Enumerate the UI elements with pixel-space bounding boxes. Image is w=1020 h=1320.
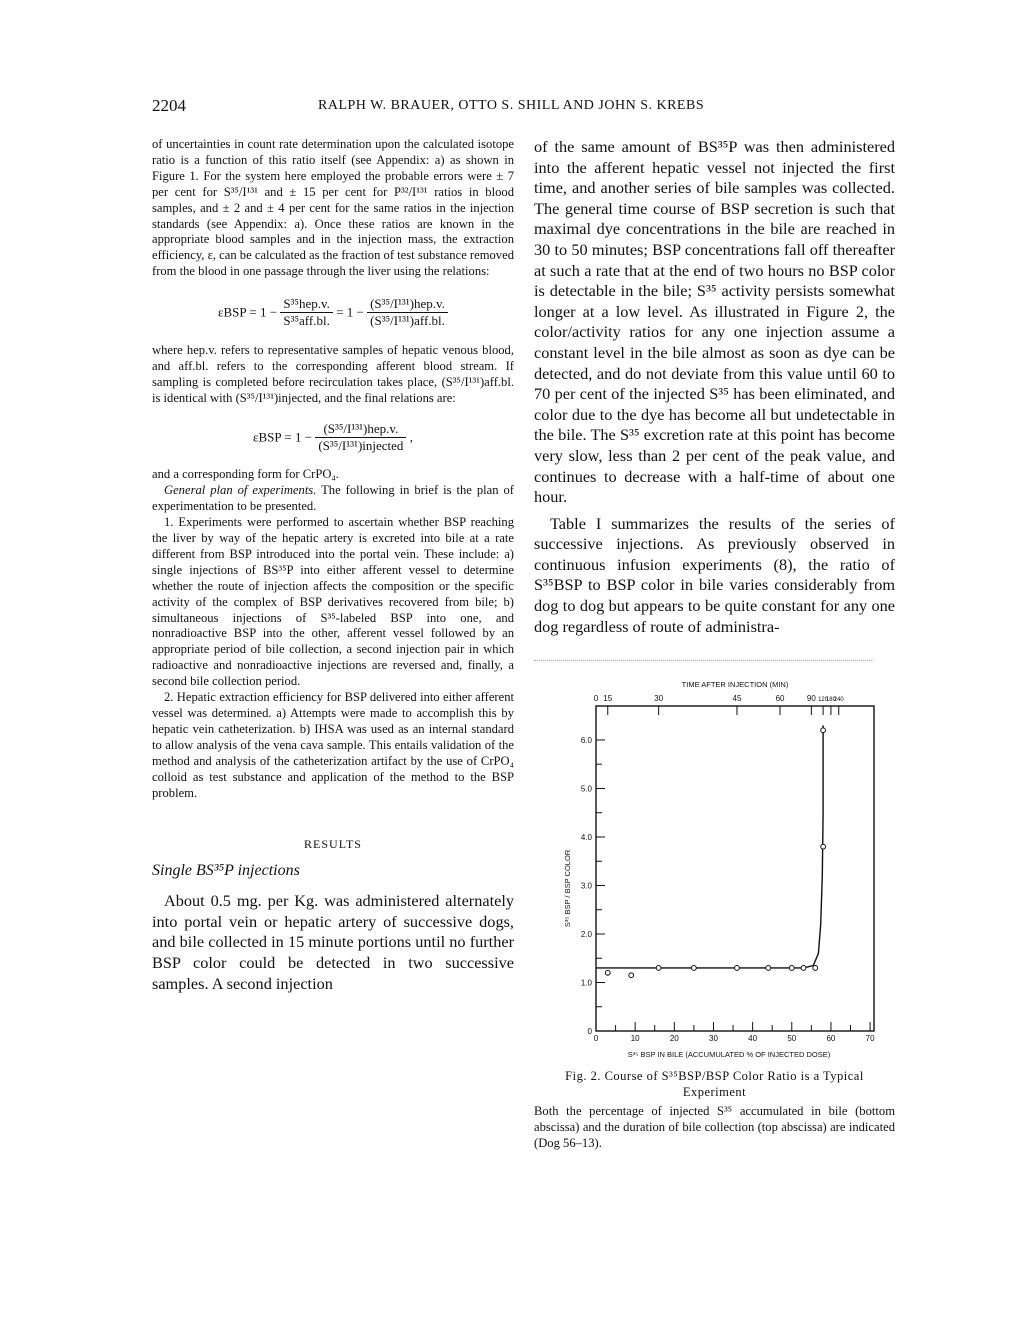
top-tick-label: 240 — [833, 697, 844, 703]
data-point — [801, 966, 806, 971]
paragraph: and a corresponding form for CrPO₄. — [152, 467, 339, 482]
x-tick-label: 70 — [865, 1034, 875, 1043]
data-point — [821, 728, 826, 733]
x-tick-label: 30 — [709, 1034, 718, 1043]
x-tick-label: 40 — [748, 1034, 758, 1043]
top-tick-label: 0 — [593, 694, 599, 703]
data-point — [629, 973, 634, 978]
top-tick-label: 15 — [603, 694, 613, 703]
x-axis-label: S³⁵ BSP IN BILE (ACCUMULATED % OF INJECTED DOSE) — [627, 1050, 831, 1059]
top-tick-label: 60 — [775, 694, 785, 703]
left-column — [152, 137, 514, 994]
top-tick-label: 45 — [732, 694, 742, 703]
divider — [534, 660, 874, 661]
data-point — [766, 966, 771, 971]
x-tick-label: 60 — [826, 1034, 836, 1043]
y-tick-label: 1.0 — [580, 978, 592, 988]
running-title: RALPH W. BRAUER, OTTO S. SHILL AND JOHN S. KREBS — [318, 98, 705, 113]
x-tick-label: 10 — [630, 1034, 640, 1043]
top-axis-label: TIME AFTER INJECTION (MIN) — [681, 680, 789, 689]
extraction-formula-2: εBSP = 1 − $\frac{\text{(S³⁵/I¹³¹)hep.v.}}{\text{(S³⁵/I¹³¹)injected}}$ , — [253, 420, 413, 453]
paragraph: About 0.5 mg. per Kg. was administered alternately into portal vein or hepatic artery of successive dogs, and bile collected in 15 minute portions until no further BSP color could be detected in two successive samples. A second injection — [152, 891, 514, 993]
plan-label: General plan of experiments. — [164, 483, 317, 498]
paragraph: of the same amount of BS³⁵P was then administered into the afferent hepatic vessel not injected the first time, and another series of bile samples was collected. The general time course of BSP secretion is such that maximal dye concentrations in the bile are reached in 30 to 50 minutes; BSP concentrations fall off thereafter at such a rate that at the end of two hours no BSP color is detectable in the bile; S³⁵ activity persists somewhat longer at a low level. As illustrated in Figure 2, the color/activity ratios for any one injection assume a constant level in the bile almost as soon as dye can be detected, and do not deviate from this value until 60 to 70 per cent of the injected S³⁵ has been eliminated, and color due to the dye has become all but undetectable in the bile. The S³⁵ excretion rate at this point has become very slow, less than 2 per cent of the peak value, and continues to decrease with a half-time of about one hour. — [534, 137, 895, 507]
y-tick-label: 6.0 — [580, 735, 592, 745]
top-tick-label: 90 — [806, 694, 816, 703]
paragraph: General plan of experiments. The following in brief is the plan of experimentation to be presented. — [152, 483, 514, 514]
figure-caption: Both the percentage of injected S³⁵ accumulated in bile (bottom abscissa) and the duration of bile collection (top abscissa) are indicated (Dog 56–13). — [534, 1104, 895, 1150]
ratio-curve — [596, 725, 823, 968]
y-tick-label: 4.0 — [580, 832, 592, 842]
paragraph: of uncertainties in count rate determination upon the calculated isotope ratio is a function of this ratio itself (see Appendix: a) as shown in Figure 1. For the system here employed the probable errors were ± 7 per cent for S³⁵/I¹³¹ and ± 15 per cent for P³²/I¹³¹ ratios in blood samples, and ± 2 and ± 4 per cent for the same ratios in the injection standards (see Appendix: a). Once these ratios are known in the appropriate blood samples and in the injection mass, the extraction efficiency, ε, can be calculated as the fraction of test substance removed from the blood in one passage through the liver using the relations: — [152, 137, 514, 279]
x-tick-label: 20 — [669, 1034, 679, 1043]
top-tick-label: 30 — [654, 694, 664, 703]
results-heading: RESULTS — [304, 837, 362, 852]
y-tick-label: 0 — [587, 1027, 592, 1036]
plot-frame — [596, 706, 874, 1031]
y-tick-label: 5.0 — [580, 784, 592, 794]
right-column — [534, 137, 895, 637]
paragraph: 2. Hepatic extraction efficiency for BSP delivered into either afferent vessel was determined. a) Attempts were made to accomplish this by hepatic vein catheterization. b) IHSA was used as an internal standard to allow analysis of the vena cava sample. This entails validation of the method and analysis of the catheterization artifact by the use of CrPO₄ colloid as test substance and application of the method to the BSP problem. — [152, 690, 514, 800]
data-point — [735, 966, 740, 971]
data-point — [691, 966, 696, 971]
extraction-formula-1: εBSP = 1 − $\frac{\text{S³⁵hep.v.}}{\text{S³⁵aff.bl.}}$ = 1 − $\frac{\text{(S³⁵/I¹³¹)hep.v.}}{\text{(S³⁵/I¹³¹)aff.bl.}}$ — [152, 296, 514, 329]
page-number: 2204 — [152, 96, 186, 115]
y-tick-label: 3.0 — [580, 881, 592, 891]
y-tick-label: 2.0 — [580, 929, 592, 939]
data-point — [656, 966, 661, 971]
x-tick-label: 0 — [593, 1034, 599, 1043]
top-tick-label: 180 — [825, 697, 836, 703]
figure-title: Fig. 2. Course of S³⁵BSP/BSP Color Ratio is a Typical Experiment — [565, 1069, 864, 1099]
x-tick-label: 50 — [787, 1034, 797, 1043]
data-point — [789, 966, 794, 971]
figure-2-chart — [534, 676, 895, 1066]
paragraph: 1. Experiments were performed to ascertain whether BSP reaching the liver by way of the hepatic artery is excreted into bile at a rate different from BSP introduced into the portal vein. These include: a) single injections of BS³⁵P into either afferent vessel to determine whether the route of injection affects the composition or the specific activity of the complex of BSP derivatives recovered from bile; b) simultaneous injections of S³⁵-labeled BSP into one, and nonradioactive BSP into the other, afferent vessel followed by an appropriate period of bile collection, a second injection pair in which radioactive and nonradioactive injections are reversed and, finally, a second bile collection period. — [152, 515, 514, 689]
page-header — [152, 96, 882, 120]
top-tick-label: 120 — [818, 697, 829, 703]
data-point — [821, 844, 826, 849]
subheading: Single BS³⁵P injections — [152, 862, 300, 880]
data-point — [605, 970, 610, 975]
data-point — [813, 966, 818, 971]
y-axis-label: S³⁵ BSP / BSP COLOR — [563, 849, 572, 928]
paragraph: Table I summarizes the results of the series of successive injections. As previously observed in continuous infusion experiments (8), the ratio of S³⁵BSP to BSP color in bile varies considerably from dog to dog but appears to be quite constant for any one dog regardless of route of administra- — [534, 513, 895, 636]
paragraph: where hep.v. refers to representative samples of hepatic venous blood, and aff.bl. refers to the corresponding afferent blood stream. If sampling is completed before recirculation takes place, (S³⁵/I¹³¹)aff.bl. is identical with (S³⁵/I¹³¹)injected, and the final relations are: — [152, 342, 514, 405]
